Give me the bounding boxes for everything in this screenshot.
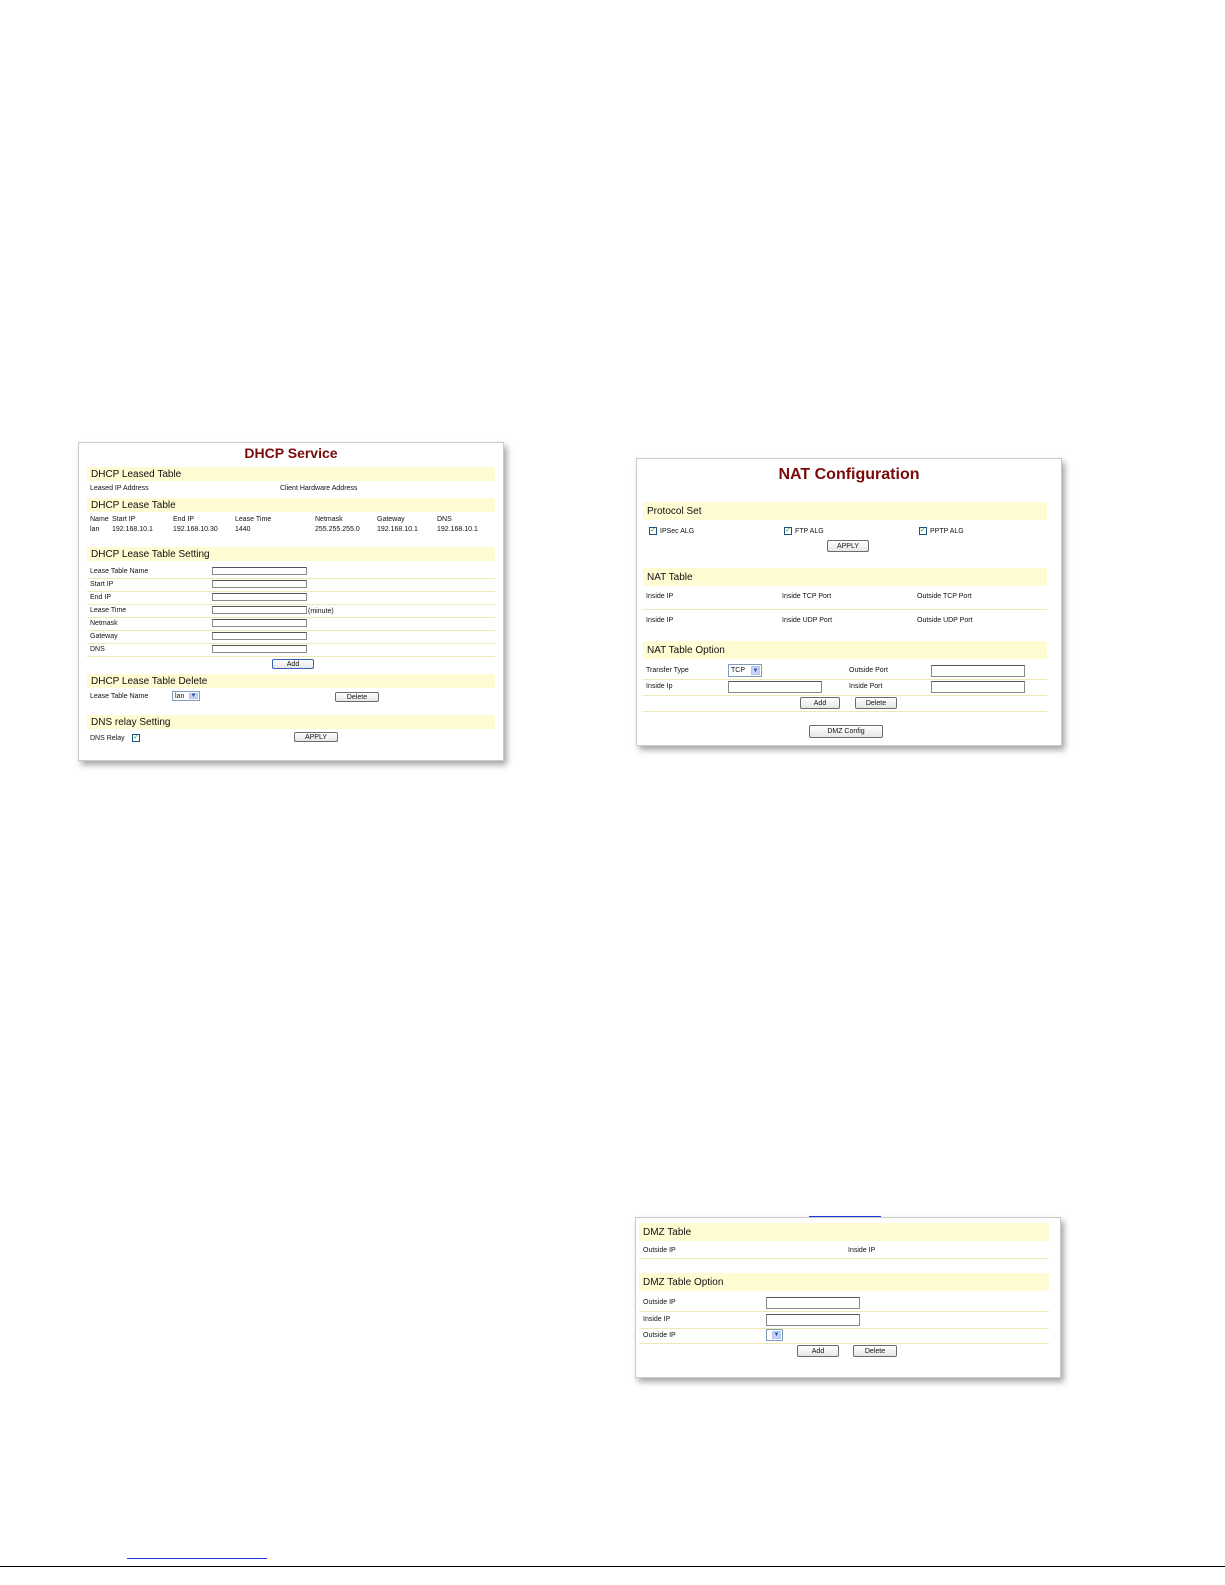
chevron-down-icon: ▼ xyxy=(752,667,759,674)
outside-port-input[interactable] xyxy=(931,665,1025,677)
lease-time-label: Lease Time xyxy=(90,607,127,614)
footer-divider xyxy=(0,1566,1225,1567)
dhcp-lease-table-header: DHCP Lease Table xyxy=(87,498,495,512)
col-start-ip: Start IP xyxy=(112,516,136,523)
col-lease-time: Lease Time xyxy=(235,516,272,523)
dhcp-leased-table-header: DHCP Leased Table xyxy=(87,467,495,481)
ftp-alg-checkbox[interactable] xyxy=(784,527,792,535)
cell-netmask: 255.255.255.0 xyxy=(315,526,360,533)
lease-table-select-value: lan xyxy=(175,692,185,700)
ipsec-alg-checkbox[interactable] xyxy=(649,527,657,535)
nat-inside-udp-header: Inside UDP Port xyxy=(782,617,833,624)
pptp-alg-label: PPTP ALG xyxy=(930,528,964,535)
row-divider xyxy=(643,679,1047,680)
row-divider xyxy=(639,1343,1049,1344)
netmask-input[interactable] xyxy=(212,619,307,627)
row-divider xyxy=(87,643,495,644)
row-divider xyxy=(87,591,495,592)
nat-configuration-panel xyxy=(636,458,1062,746)
add-lease-button[interactable]: Add xyxy=(272,659,314,669)
nat-delete-button[interactable]: Delete xyxy=(855,697,897,709)
inside-ip-label: Inside Ip xyxy=(646,683,673,690)
dns-relay-apply-button[interactable]: APPLY xyxy=(294,732,338,742)
cell-lease-time: 1440 xyxy=(235,526,251,533)
inside-ip-input[interactable] xyxy=(728,681,822,693)
dmz-config-button[interactable]: DMZ Config xyxy=(809,725,883,738)
col-gateway: Gateway xyxy=(377,516,405,523)
dhcp-lease-delete-header: DHCP Lease Table Delete xyxy=(87,674,495,688)
cell-name: lan xyxy=(90,526,100,533)
dns-label: DNS xyxy=(90,646,105,653)
end-ip-label: End IP xyxy=(90,594,112,601)
dmz-inside-ip-header: Inside IP xyxy=(848,1247,876,1254)
dmz-delete-button[interactable]: Delete xyxy=(853,1345,897,1357)
lease-table-name-input[interactable] xyxy=(212,567,307,575)
dmz-panel xyxy=(635,1217,1061,1378)
checkmark-icon: ✓ xyxy=(133,734,139,741)
checkmark-icon: ✓ xyxy=(650,527,656,534)
lease-table-name-label: Lease Table Name xyxy=(90,568,149,575)
row-divider xyxy=(639,1258,1049,1259)
dmz-inside-ip-label: Inside IP xyxy=(643,1316,671,1323)
dmz-outside-ip-label: Outside IP xyxy=(643,1299,676,1306)
inside-port-input[interactable] xyxy=(931,681,1025,693)
dmz-outside-ip-select[interactable] xyxy=(766,1329,783,1341)
transfer-type-select[interactable] xyxy=(728,664,762,677)
nat-inside-tcp-header: Inside TCP Port xyxy=(782,593,832,600)
col-netmask: Netmask xyxy=(315,516,343,523)
cell-gateway: 192.168.10.1 xyxy=(377,526,418,533)
gateway-input[interactable] xyxy=(212,632,307,640)
protocol-set-header: Protocol Set xyxy=(643,502,1047,520)
delete-lease-table-name-label: Lease Table Name xyxy=(90,693,149,700)
row-divider xyxy=(87,617,495,618)
delete-lease-button[interactable]: Delete xyxy=(335,692,379,702)
nat-page-title: NAT Configuration xyxy=(778,466,920,483)
gateway-label: Gateway xyxy=(90,633,118,640)
dhcp-page-title: DHCP Service xyxy=(244,445,338,461)
nat-inside-ip-header-2: Inside IP xyxy=(646,617,674,624)
row-divider xyxy=(643,711,1047,712)
start-ip-input[interactable] xyxy=(212,580,307,588)
row-divider xyxy=(87,656,495,657)
inside-port-label: Inside Port xyxy=(849,683,883,690)
ftp-alg-label: FTP ALG xyxy=(795,528,824,535)
leased-ip-header: Leased IP Address xyxy=(90,485,149,492)
outside-port-label: Outside Port xyxy=(849,667,888,674)
col-end-ip: End IP xyxy=(173,516,195,523)
client-hw-header: Client Hardware Address xyxy=(280,485,358,492)
nat-table-header: NAT Table xyxy=(643,568,1047,586)
dns-relay-label: DNS Relay xyxy=(90,735,125,742)
dns-relay-header: DNS relay Setting xyxy=(87,715,495,729)
dns-input[interactable] xyxy=(212,645,307,653)
nat-outside-tcp-header: Outside TCP Port xyxy=(917,593,972,600)
nat-add-button[interactable]: Add xyxy=(800,697,840,709)
row-divider xyxy=(639,1328,1049,1329)
dmz-outside-ip-header: Outside IP xyxy=(643,1247,676,1254)
transfer-type-label: Transfer Type xyxy=(646,667,689,674)
row-divider xyxy=(643,695,1047,696)
nat-outside-udp-header: Outside UDP Port xyxy=(917,617,973,624)
footer-hyperlink-underline[interactable] xyxy=(127,1558,267,1559)
lease-time-unit: (minute) xyxy=(308,608,334,615)
dmz-table-option-header: DMZ Table Option xyxy=(639,1273,1049,1291)
protocol-apply-button[interactable]: APPLY xyxy=(827,540,869,552)
dmz-inside-ip-input[interactable] xyxy=(766,1314,860,1326)
row-divider xyxy=(87,604,495,605)
dhcp-lease-setting-header: DHCP Lease Table Setting xyxy=(87,547,495,561)
checkmark-icon: ✓ xyxy=(920,527,926,534)
nat-inside-ip-header: Inside IP xyxy=(646,593,674,600)
transfer-type-value: TCP xyxy=(731,667,745,674)
dhcp-service-panel xyxy=(78,442,504,761)
dns-relay-checkbox[interactable] xyxy=(132,734,140,742)
col-name: Name xyxy=(90,516,109,523)
cell-start-ip: 192.168.10.1 xyxy=(112,526,153,533)
netmask-label: Netmask xyxy=(90,620,118,627)
ipsec-alg-label: IPSec ALG xyxy=(660,528,695,535)
dmz-add-button[interactable]: Add xyxy=(797,1345,839,1357)
lease-time-input[interactable] xyxy=(212,606,307,614)
row-divider xyxy=(639,1311,1049,1312)
row-divider xyxy=(87,578,495,579)
pptp-alg-checkbox[interactable] xyxy=(919,527,927,535)
row-divider xyxy=(643,609,1047,610)
lease-table-select[interactable] xyxy=(172,691,200,701)
end-ip-input[interactable] xyxy=(212,593,307,601)
dmz-outside-ip-label-2: Outside IP xyxy=(643,1332,676,1339)
dmz-outside-ip-input[interactable] xyxy=(766,1297,860,1309)
cell-end-ip: 192.168.10.30 xyxy=(173,526,218,533)
dmz-table-header: DMZ Table xyxy=(639,1223,1049,1241)
chevron-down-icon: ▼ xyxy=(190,693,197,699)
start-ip-label: Start IP xyxy=(90,581,114,588)
col-dns: DNS xyxy=(437,516,452,523)
nat-table-option-header: NAT Table Option xyxy=(643,641,1047,659)
checkmark-icon: ✓ xyxy=(785,527,791,534)
cell-dns: 192.168.10.1 xyxy=(437,526,478,533)
chevron-down-icon: ▼ xyxy=(773,1332,780,1338)
row-divider xyxy=(87,630,495,631)
